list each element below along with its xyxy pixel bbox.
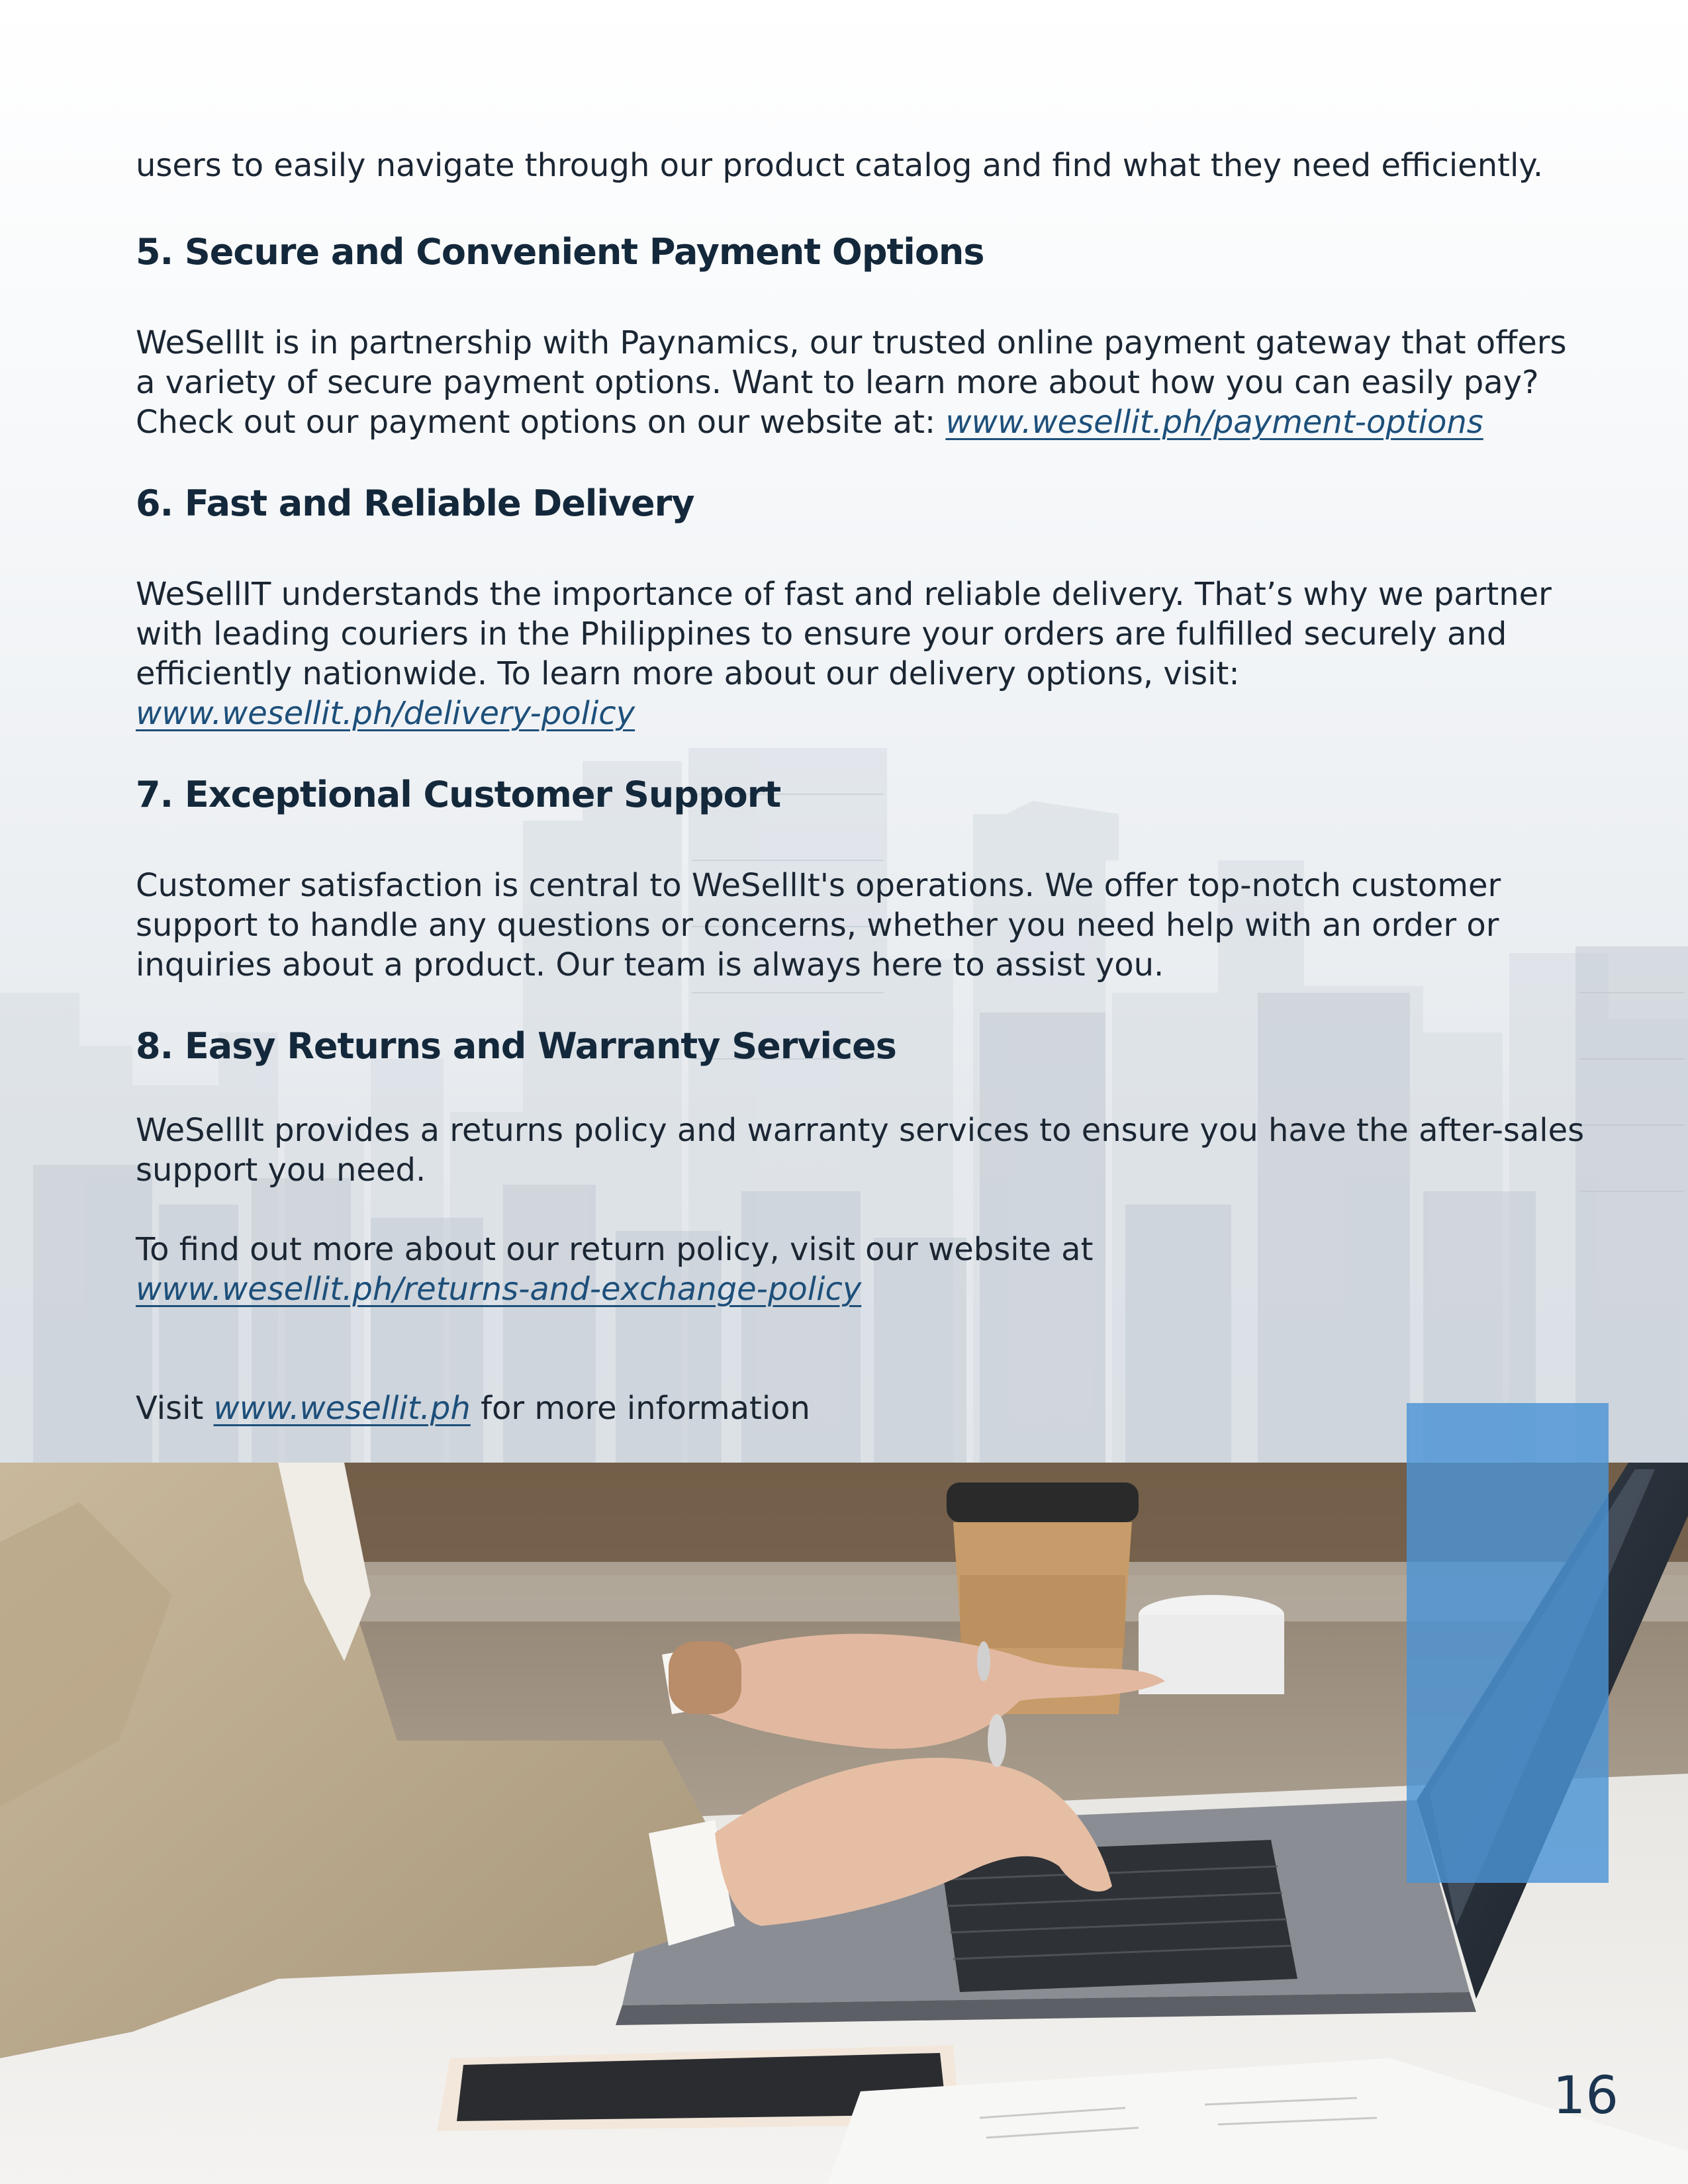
page-number: 16 bbox=[1552, 2066, 1618, 2126]
section-returns-body bbox=[136, 1111, 1658, 1190]
paragraph-line: with leading couriers in the Philippines to ensure your orders are fulfilled securely and bbox=[136, 615, 1507, 653]
paragraph-line: To find out more about our return policy, visit our website at bbox=[136, 1231, 1094, 1268]
section-payment-body bbox=[136, 323, 1658, 442]
visit-prefix: Visit bbox=[136, 1390, 214, 1427]
heading-payment-options: 5. Secure and Convenient Payment Options bbox=[136, 231, 984, 273]
returns-policy-link[interactable]: www.wesellit.ph/returns-and-exchange-policy bbox=[136, 1271, 862, 1308]
section-returns-link-block bbox=[136, 1230, 1658, 1309]
paragraph-line: WeSellIt is in partnership with Paynamics, our trusted online payment gateway that offers bbox=[136, 324, 1567, 361]
paragraph-line bbox=[136, 694, 1658, 733]
accent-rectangle bbox=[1407, 1403, 1609, 1883]
paragraph-line: support to handle any questions or concerns, whether you need help with an order or bbox=[136, 907, 1499, 944]
paragraph-line: efficiently nationwide. To learn more about our delivery options, visit: bbox=[136, 655, 1240, 692]
heading-delivery: 6. Fast and Reliable Delivery bbox=[136, 482, 694, 524]
paragraph-line: WeSellIt provides a returns policy and warranty services to ensure you have the after-sales bbox=[136, 1112, 1585, 1149]
heading-returns-warranty: 8. Easy Returns and Warranty Services bbox=[136, 1025, 896, 1067]
paragraph-line: Customer satisfaction is central to WeSellIt's operations. We offer top-notch customer bbox=[136, 867, 1501, 904]
heading-customer-support: 7. Exceptional Customer Support bbox=[136, 774, 781, 815]
paragraph-line: WeSellIT understands the importance of fast and reliable delivery. That’s why we partner bbox=[136, 576, 1552, 613]
paragraph-line bbox=[136, 1269, 1658, 1309]
website-link[interactable]: www.wesellit.ph bbox=[213, 1390, 471, 1427]
paragraph-line: a variety of secure payment options. Want to learn more about how you can easily pay? bbox=[136, 364, 1539, 401]
delivery-policy-link[interactable]: www.wesellit.ph/delivery-policy bbox=[136, 695, 635, 732]
paragraph-line bbox=[136, 402, 1658, 442]
visit-suffix: for more information bbox=[470, 1390, 810, 1427]
paragraph-line: inquiries about a product. Our team is always here to assist you. bbox=[136, 946, 1164, 983]
paragraph-text: Check out our payment options on our website at: bbox=[136, 404, 946, 441]
paragraph-line: support you need. bbox=[136, 1152, 426, 1189]
section-support-body bbox=[136, 866, 1658, 985]
section-delivery-body bbox=[136, 574, 1658, 733]
intro-line: users to easily navigate through our product catalog and find what they need efficiently. bbox=[136, 147, 1544, 184]
payment-options-link[interactable]: www.wesellit.ph/payment-options bbox=[945, 404, 1483, 441]
